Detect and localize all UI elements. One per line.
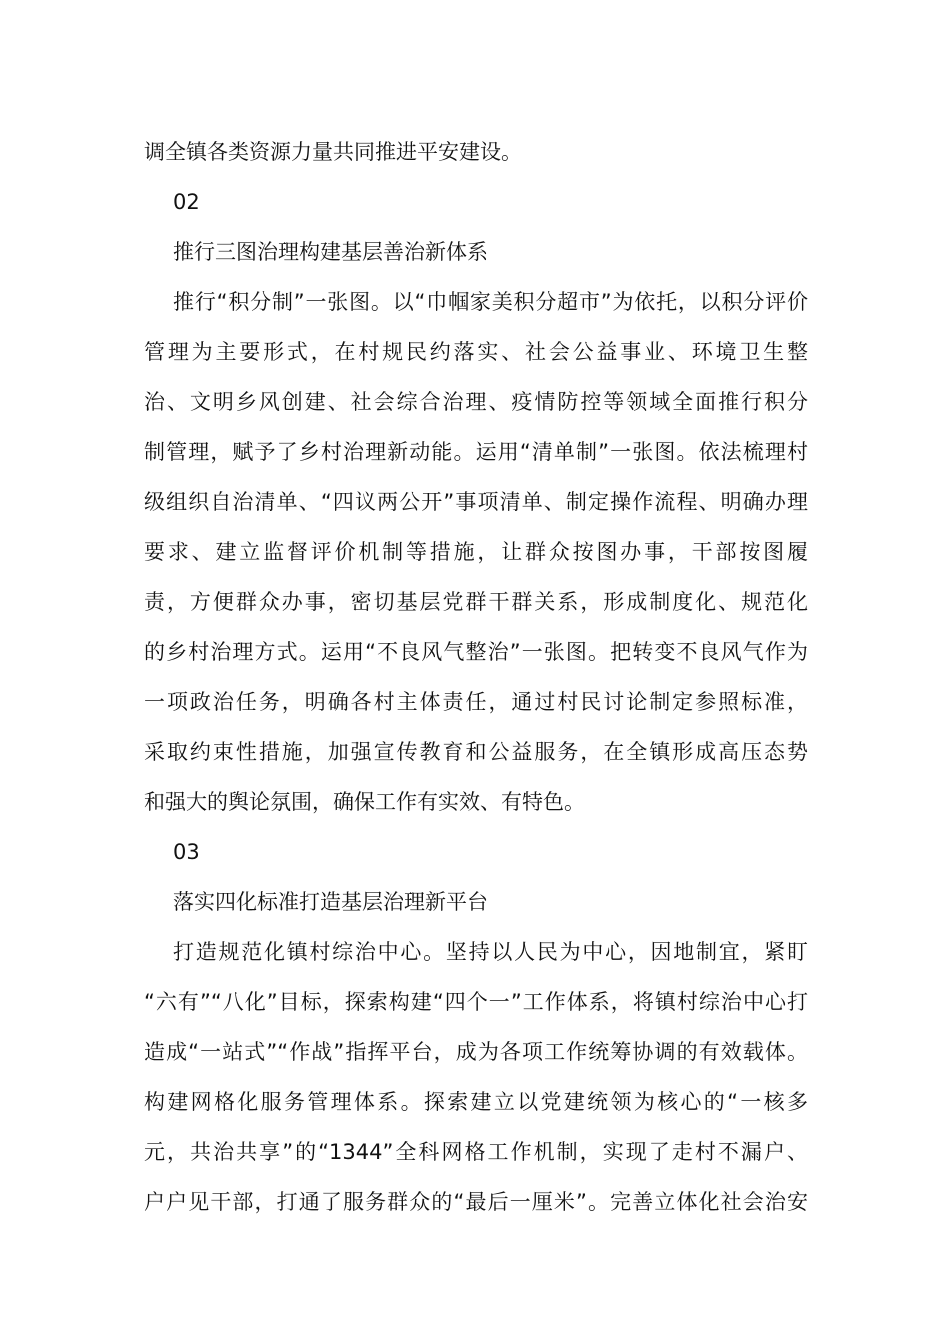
text-line: 的乡村治理方式。运用“不良风气整治”一张图。把转变不良风气作为 — [144, 640, 808, 664]
text-line: 责，方便群众办事，密切基层党群干群关系，形成制度化、规范化 — [144, 590, 808, 614]
section-heading: 落实四化标准打造基层治理新平台 — [173, 890, 488, 914]
text-line: “六有”“八化”目标，探索构建“四个一”工作体系，将镇村综治中心打 — [144, 990, 808, 1014]
text-line: 推行“积分制”一张图。以“巾帼家美积分超市”为依托，以积分评价 — [173, 290, 808, 314]
text-line: 调全镇各类资源力量共同推进平安建设。 — [144, 140, 522, 164]
text-line: 户户见干部，打通了服务群众的“最后一厘米”。完善立体化社会治安 — [144, 1190, 808, 1214]
text-line: 一项政治任务，明确各村主体责任，通过村民讨论制定参照标准， — [144, 690, 808, 714]
document-body — [144, 127, 808, 1227]
section-number: 02 — [173, 190, 200, 214]
text-line: 级组织自治清单、“四议两公开”事项清单、制定操作流程、明确办理 — [144, 490, 808, 514]
text-line: 要求、建立监督评价机制等措施，让群众按图办事，干部按图履 — [144, 540, 808, 564]
text-line: 制管理，赋予了乡村治理新动能。运用“清单制”一张图。依法梳理村 — [144, 440, 808, 464]
text-line: 打造规范化镇村综治中心。坚持以人民为中心，因地制宜，紧盯 — [173, 940, 808, 964]
text-line: 元，共治共享”的“1344”全科网格工作机制，实现了走村不漏户、 — [144, 1140, 808, 1164]
section-heading: 推行三图治理构建基层善治新体系 — [173, 240, 488, 264]
text-line: 管理为主要形式，在村规民约落实、社会公益事业、环境卫生整 — [144, 340, 808, 364]
text-line: 采取约束性措施，加强宣传教育和公益服务，在全镇形成高压态势 — [144, 740, 808, 764]
text-line: 构建网格化服务管理体系。探索建立以党建统领为核心的“一核多 — [144, 1090, 808, 1114]
text-line: 治、文明乡风创建、社会综合治理、疫情防控等领域全面推行积分 — [144, 390, 808, 414]
text-line: 和强大的舆论氛围，确保工作有实效、有特色。 — [144, 790, 585, 814]
section-number: 03 — [173, 840, 200, 864]
text-line: 造成“一站式”“作战”指挥平台，成为各项工作统筹协调的有效载体。 — [144, 1040, 808, 1064]
